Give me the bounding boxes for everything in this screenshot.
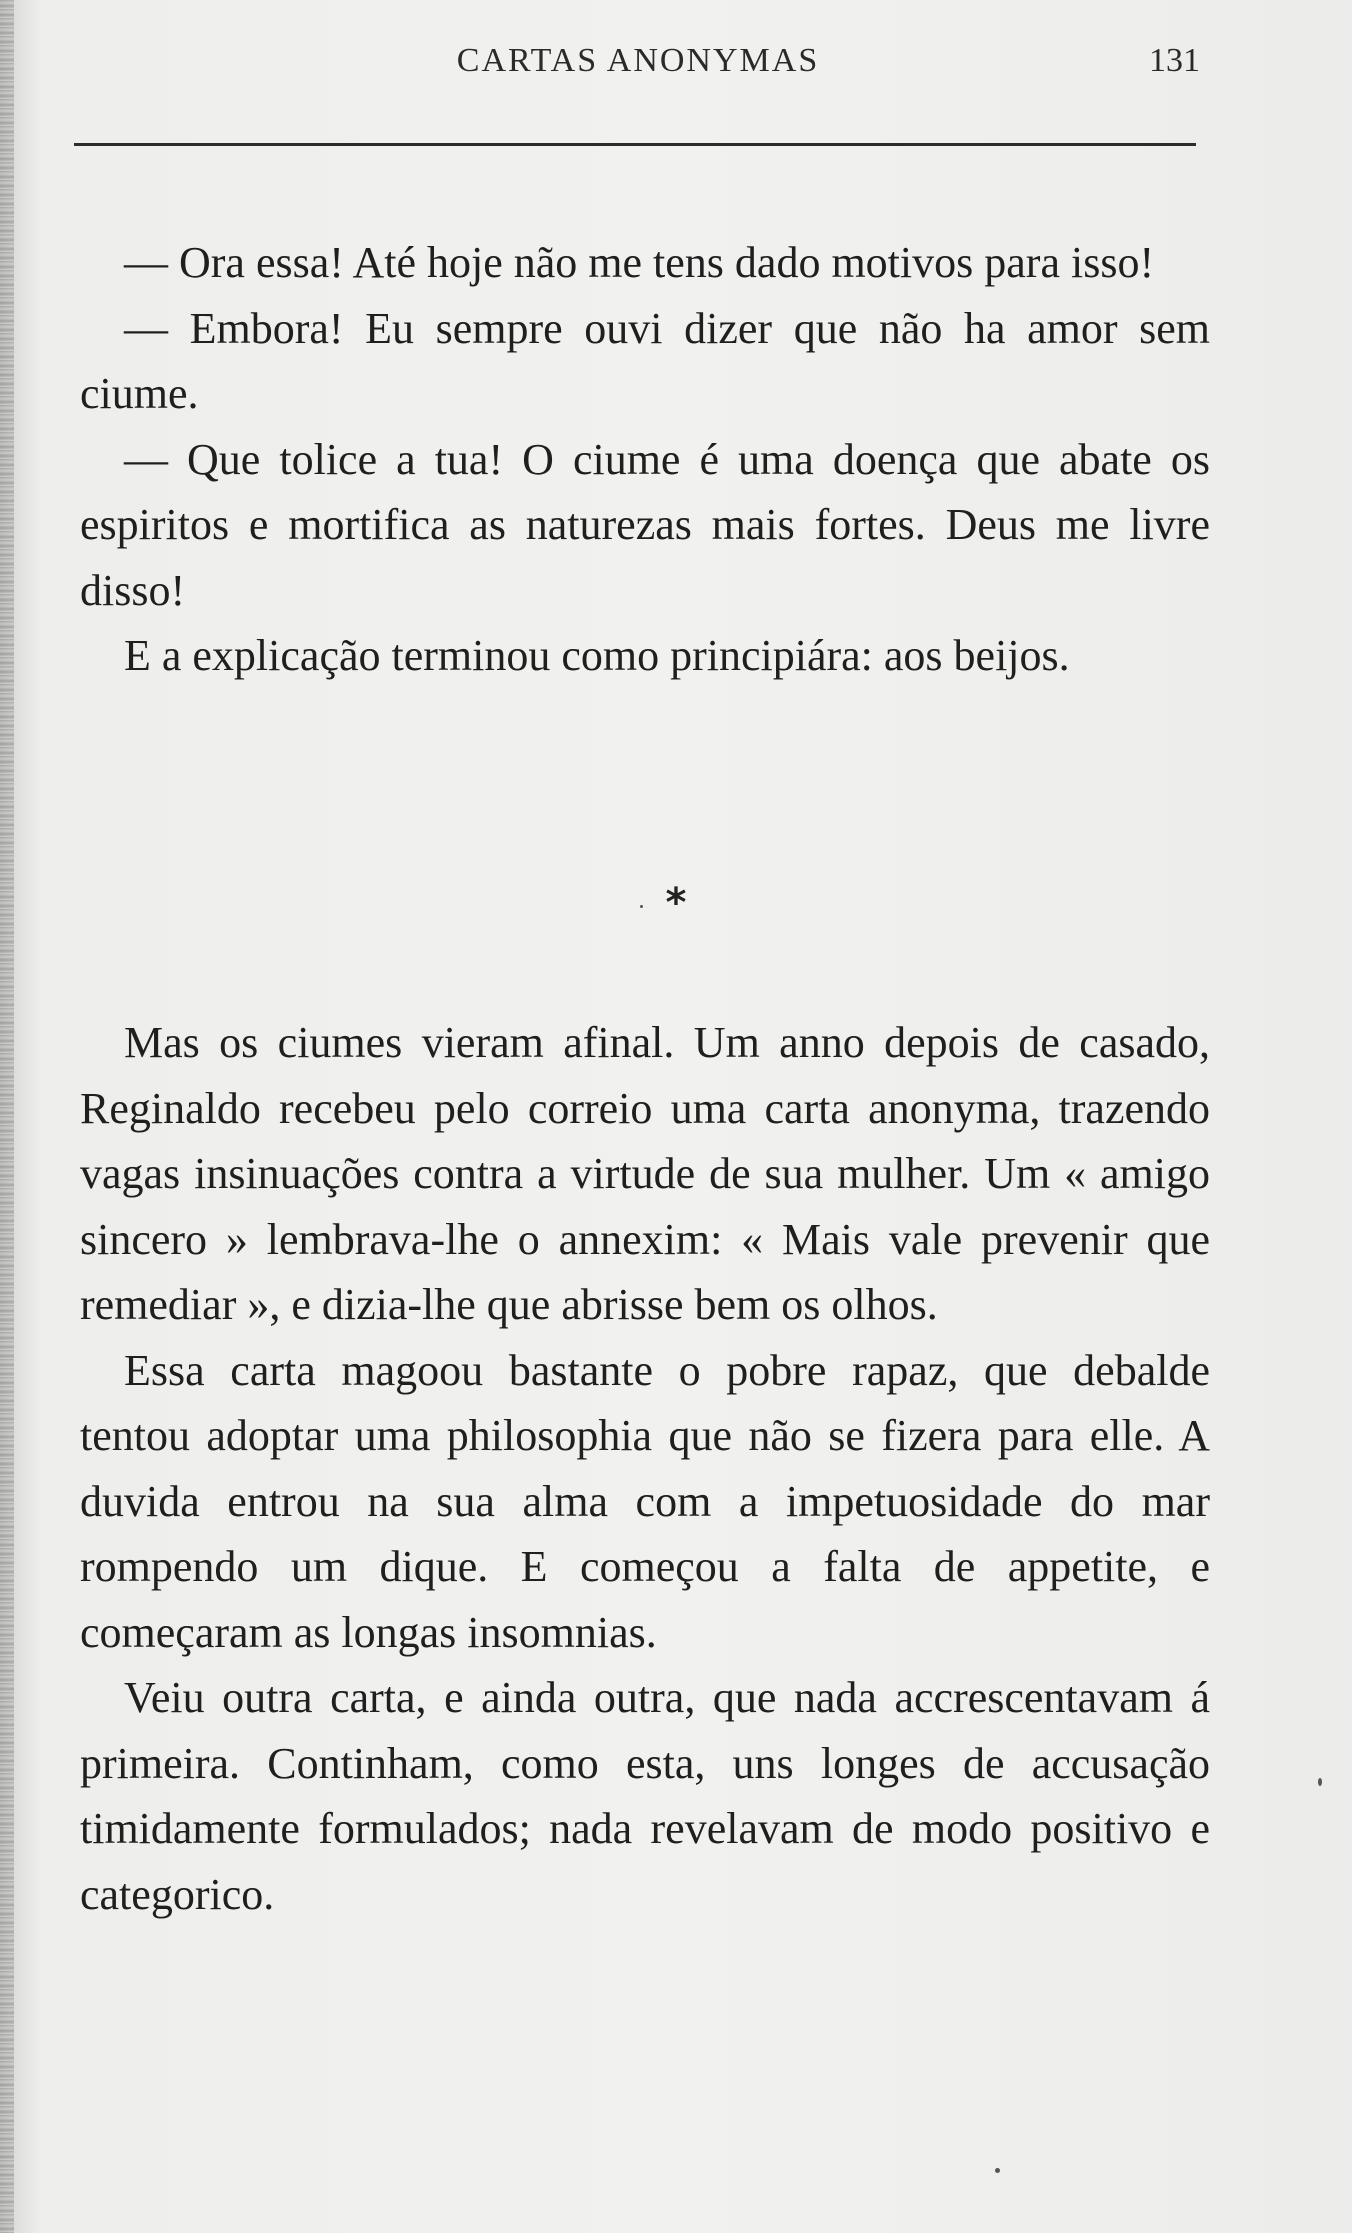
paragraph: — Ora essa! Até hoje não me tens dado motivos para isso!: [124, 238, 1155, 287]
running-title: CARTAS ANONYMAS: [456, 42, 820, 79]
header-rule: [74, 143, 1196, 146]
section-separator: *: [665, 880, 687, 926]
page-binding-edge: [0, 0, 14, 2233]
paragraph: Essa carta magoou bastante o pobre rapaz, que debalde tentou adoptar uma philosophia que não se fizera para elle. A duvida entrou na sua alma com a impetuosidade do mar rompendo um dique. E começou a falta de appetite, e começaram as longas insomnias.: [80, 1345, 1210, 1657]
paragraph: — Que tolice a tua! O ciume é uma doença que abate os espiritos e mortifica as naturezas mais fortes. Deus me livre disso!: [80, 434, 1210, 615]
page-number: 131: [1149, 42, 1200, 79]
text-block-after-separator: [80, 1010, 1210, 1927]
print-speck: [1318, 1778, 1322, 1786]
paragraph: E a explicação terminou como principiára: aos beijos.: [124, 631, 1070, 680]
paragraph: — Embora! Eu sempre ouvi dizer que não ha amor sem ciume.: [80, 303, 1210, 418]
print-speck: [640, 905, 643, 908]
paragraph: Mas os ciumes vieram afinal. Um anno depois de casado, Reginaldo recebeu pelo correio uma carta anonyma, trazendo vagas insinuações contra a virtude de sua mulher. Um « amigo sincero » lembrava-lhe o annexim: « Mais vale prevenir que remediar », e dizia-lhe que abrisse bem os olhos.: [80, 1018, 1210, 1329]
text-block-before-separator: [80, 230, 1210, 689]
print-speck: [995, 2168, 1000, 2173]
paragraph: Veiu outra carta, e ainda outra, que nada accrescentavam á primeira. Continham, como esta, uns longes de accusação timidamente formulados; nada revelavam de modo positivo e categorico.: [80, 1673, 1210, 1919]
page-header: [76, 42, 1200, 92]
